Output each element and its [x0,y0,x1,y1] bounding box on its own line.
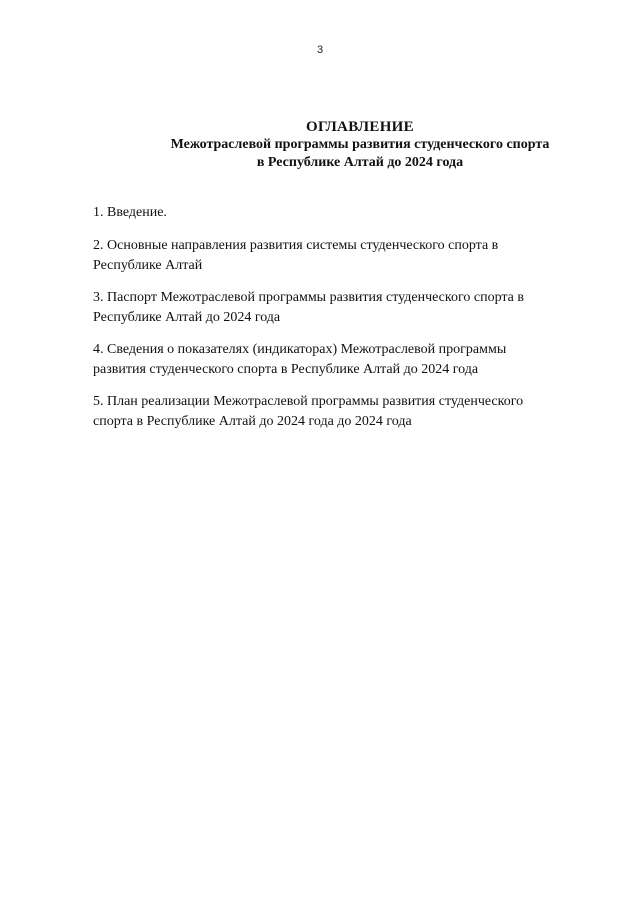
table-of-contents [93,203,568,444]
toc-title: ОГЛАВЛЕНИЕ [306,119,414,135]
document-heading [60,118,640,172]
toc-item-5 [93,392,568,432]
toc-item-1 [93,203,568,223]
toc-item-4-line-2: развития студенческого спорта в Республике Алтай до 2024 года [93,362,479,377]
heading-subtitle-line-1: Межотраслевой программы развития студенческого спорта [170,137,550,152]
toc-item-1-line-1: 1. Введение. [93,205,167,220]
toc-item-3-line-1: 3. Паспорт Межотраслевой программы развития студенческого спорта в [93,290,525,305]
toc-item-5-line-1: 5. План реализации Межотраслевой программы развития студенческого [93,394,524,409]
toc-item-3 [93,288,568,328]
toc-item-4 [93,340,568,380]
toc-item-2-line-2: Республике Алтай [93,258,203,273]
toc-item-2-line-1: 2. Основные направления развития системы студенческого спорта в [93,238,499,253]
toc-item-5-line-2: спорта в Республике Алтай до 2024 года до 2024 года [93,414,412,429]
page-number: 3 [316,44,324,56]
toc-item-4-line-1: 4. Сведения о показателях (индикаторах) Межотраслевой программы [93,342,507,357]
toc-item-2 [93,236,568,276]
heading-subtitle-line-2: в Республике Алтай до 2024 года [256,155,464,170]
toc-item-3-line-2: Республике Алтай до 2024 года [93,310,281,325]
